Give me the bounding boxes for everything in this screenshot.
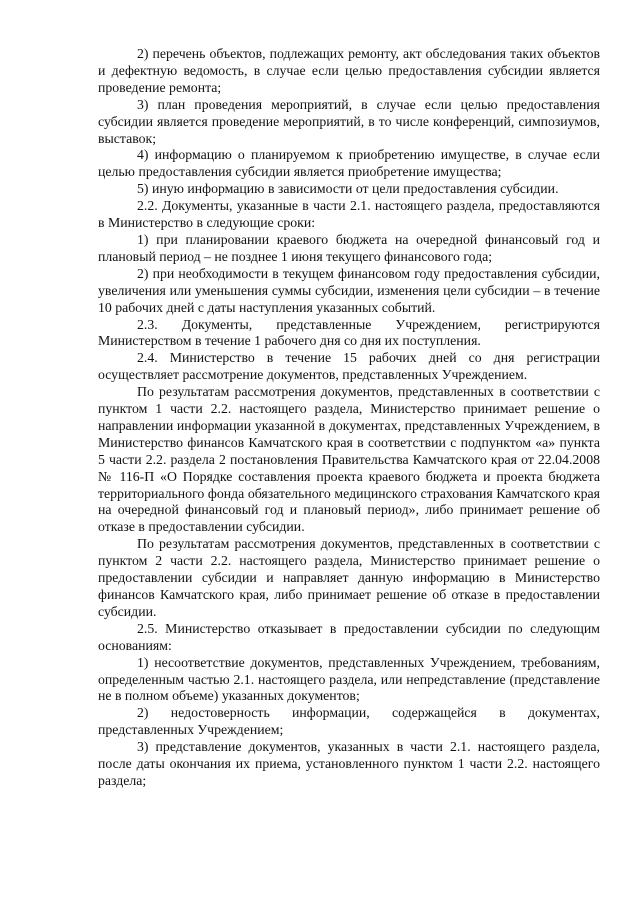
paragraph-review-result-2: По результатам рассмотрения документов, представленных в соответствии с пунктом 2 части 2.2. настоящего раздела, Министерство принимает решение о предоставлении субсидии и направляет данную информацию в Министерство финансов Камчатского края, либо принимает решение об отказе в предоставлении субсидии. bbox=[98, 536, 600, 619]
paragraph-refusal-3: 3) представление документов, указанных в части 2.1. настоящего раздела, после даты окончания их приема, установленного пунктом 1 части 2.2. настоящего раздела; bbox=[98, 739, 600, 788]
paragraph-item-5: 5) иную информацию в зависимости от цели предоставления субсидии. bbox=[137, 181, 559, 197]
paragraph-section-2-5: 2.5. Министерство отказывает в предоставлении субсидии по следующим основаниям: bbox=[98, 620, 600, 653]
paragraph-item-2: 2) перечень объектов, подлежащих ремонту, акт обследования таких объектов и дефектную ведомость, в случае если целью предоставления субсидии является проведение ремонта; bbox=[98, 46, 600, 95]
paragraph-item-4: 4) информацию о планируемом к приобретению имуществе, в случае если целью предоставления субсидии является приобретение имущества; bbox=[98, 147, 600, 180]
document-page bbox=[98, 46, 600, 790]
paragraph-deadline-1: 1) при планировании краевого бюджета на очередной финансовый год и плановый период – не позднее 1 июня текущего финансового года; bbox=[98, 231, 600, 264]
paragraph-refusal-2: 2) недостоверность информации, содержащейся в документах, представленных Учреждением; bbox=[98, 705, 600, 738]
paragraph-item-3: 3) план проведения мероприятий, в случае если целью предоставления субсидии является проведение мероприятий, в то числе конференций, симпозиумов, выставок; bbox=[98, 96, 600, 146]
paragraph-review-result-1: По результатам рассмотрения документов, представленных в соответствии с пунктом 1 части 2.2. настоящего раздела, Министерство принимает решение о направлении информации указанной в документах, представленных Учреждением, в Министерство финансов Камчатского края в соответствии с подпунктом «а» пункта 5 части 2.2. раздела 2 постановления Правительства Камчатского края от 22.04.2008 № 116-П «О Порядке составления проекта краевого бюджета и проекта бюджета территориального фонда обязательного медицинского страхования Камчатского края на очередной финансовый год и плановый период», либо принимает решение об отказе в предоставлении субсидии. bbox=[98, 384, 600, 535]
paragraph-refusal-1: 1) несоответствие документов, представленных Учреждением, требованиям, определенным частью 2.1. настоящего раздела, или непредставление (представление не в полном объеме) указанных документов; bbox=[98, 654, 600, 704]
paragraph-section-2-3: 2.3. Документы, представленные Учреждением, регистрируются Министерством в течение 1 рабочего дня со дня их поступления. bbox=[98, 316, 600, 349]
paragraph-deadline-2: 2) при необходимости в текущем финансовом году предоставления субсидии, увеличения или уменьшения суммы субсидии, изменения цели субсидии – в течение 10 рабочих дней с даты наступления указанных событий. bbox=[98, 265, 600, 315]
paragraph-section-2-4: 2.4. Министерство в течение 15 рабочих дней со дня регистрации осуществляет рассмотрение документов, представленных Учреждением. bbox=[98, 350, 600, 383]
paragraph-section-2-2: 2.2. Документы, указанные в части 2.1. настоящего раздела, предоставляются в Министерство в следующие сроки: bbox=[98, 198, 600, 231]
